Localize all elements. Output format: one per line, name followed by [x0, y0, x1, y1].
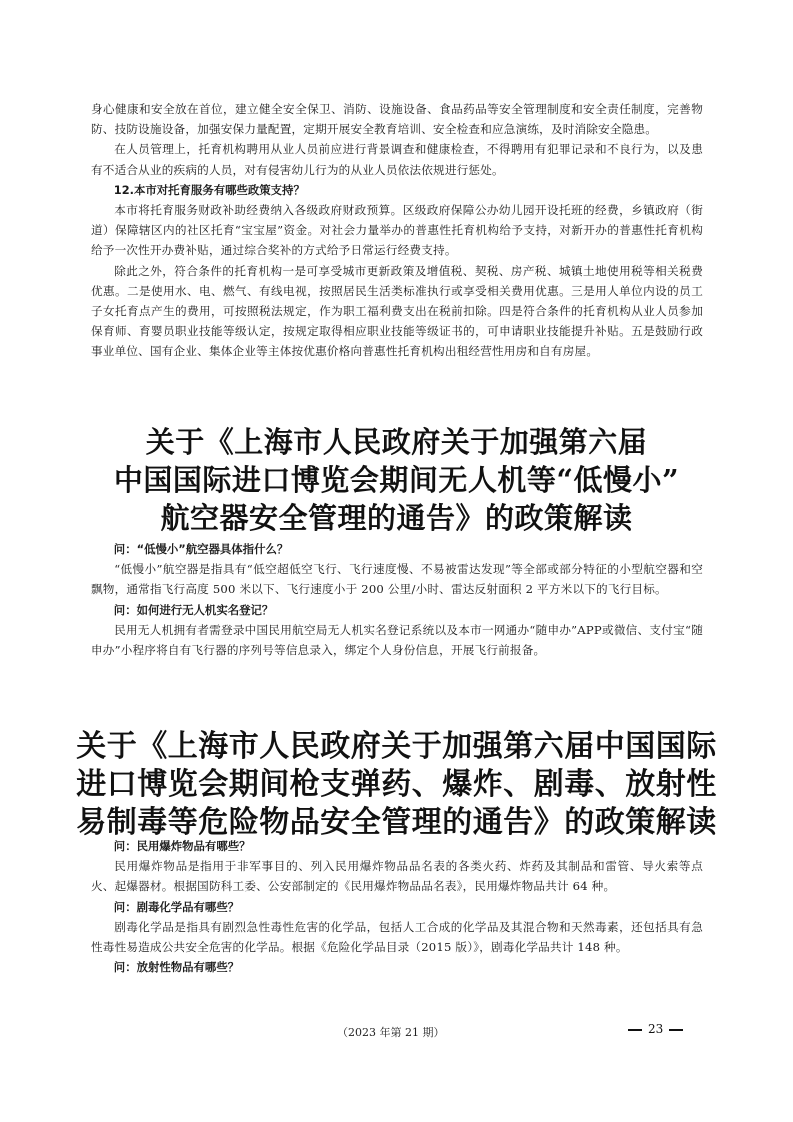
question-heading: 问：放射性物品有哪些？	[113, 960, 240, 975]
paragraph: 本市将托育服务财政补助经费纳入各级政府财政预算。区级政府保障公办幼儿园开设托班的经费，乡镇政府（街道）保障辖区内的社区托育“宝宝屋”资金。对社会力量举办的普惠性托育机构给予支持，对新开办的普惠性托育机构给予一次性开办费补贴，通过综合奖补的方式给予日常运行经费支持。	[91, 203, 703, 258]
top-text-block	[91, 99, 703, 362]
question-heading: 问：如何进行无人机实名登记？	[113, 602, 274, 617]
question-heading: 12.本市对托育服务有哪些政策支持？	[113, 182, 305, 197]
question-heading: 问：民用爆炸物品有哪些？	[113, 839, 251, 853]
paragraph: 身心健康和安全放在首位，建立健全安全保卫、消防、设施设备、食品药品等安全管理制度和安全责任制度，完善物防、技防设施设备，加强安保力量配置，定期开展安全教育培训、安全检查和应急演练，及时消除安全隐患。	[91, 102, 703, 137]
paragraph: “低慢小”航空器是指具有“低空超低空飞行、飞行速度慢、不易被雷达发现”等全部或部分特征的小型航空器和空飘物，通常指飞行高度 500 米以下、飞行速度小于 200 公里/小时、雷达反射面积 2 平方米以下的飞行目标。	[91, 562, 703, 597]
title-line: 中国国际进口博览会期间无人机等“低慢小”	[113, 463, 680, 497]
section2-body	[91, 836, 703, 977]
issue-label: （2023 年第 21 期）	[337, 1026, 445, 1039]
title-line: 进口博览会期间枪支弹药、爆炸、剧毒、放射性	[76, 767, 717, 802]
question-heading: 问：剧毒化学品有哪些？	[113, 899, 240, 914]
title-line: 航空器安全管理的通告》的政策解读	[160, 501, 633, 535]
paragraph: 剧毒化学品是指具有剧烈急性毒性危害的化学品，包括人工合成的化学品及其混合物和天然毒素，还包括具有急性毒性易造成公共安全危害的化学品。根据《危险化学品目录（2015 版）》，剧毒化学品共计 148 种。	[91, 919, 703, 955]
dash-right	[669, 1029, 683, 1031]
section1-title	[60, 423, 733, 537]
title-line: 易制毒等危险物品安全管理的通告》的政策解读	[76, 805, 717, 840]
dash-left	[628, 1029, 642, 1031]
page-number-block	[622, 1022, 689, 1036]
paragraph: 除此之外，符合条件的托育机构一是可享受城市更新政策及增值税、契税、房产税、城镇土地使用税等相关税费优惠。二是使用水、电、燃气、有线电视，按照居民生活类标准执行或享受相关费用优惠。三是用人单位内设的员工子女托育点产生的费用，可按照税法规定，作为职工福利费支出在税前扣除。四是符合条件的托育机构从业人员参加保育师、育婴员职业技能等级认定，按规定取得相应职业技能等级证书的，可申请职业技能提升补贴。五是鼓励行政事业单位、国有企业、集体企业等主体按优惠价格向普惠性托育机构出租经营性用房和自有房屋。	[91, 263, 703, 359]
section2-title	[60, 728, 733, 842]
paragraph: 民用爆炸物品是指用于非军事目的、列入民用爆炸物品品名表的各类火药、炸药及其制品和雷管、导火索等点火、起爆器材。根据国防科工委、公安部制定的《民用爆炸物品品名表》，民用爆炸物品共计 64 种。	[91, 859, 703, 894]
paragraph: 在人员管理上，托育机构聘用从业人员前应进行背景调查和健康检查，不得聘用有犯罪记录和不良行为，以及患有不适合从业的疾病的人员，对有侵害幼儿行为的从业人员依法依规进行惩处。	[91, 142, 703, 177]
question-heading: 问：“低慢小”航空器具体指什么？	[113, 542, 289, 556]
title-line: 关于《上海市人民政府关于加强第六届	[145, 425, 648, 459]
section1-body	[91, 539, 703, 660]
page-number: 23	[648, 1022, 664, 1036]
title-line: 关于《上海市人民政府关于加强第六届中国国际	[76, 729, 717, 764]
paragraph: 民用无人机拥有者需登录中国民用航空局无人机实名登记系统以及本市一网通办“随申办”APP或微信、支付宝“随申办”小程序将自有飞行器的序列号等信息录入，绑定个人身份信息，开展飞行前报备。	[91, 622, 703, 658]
